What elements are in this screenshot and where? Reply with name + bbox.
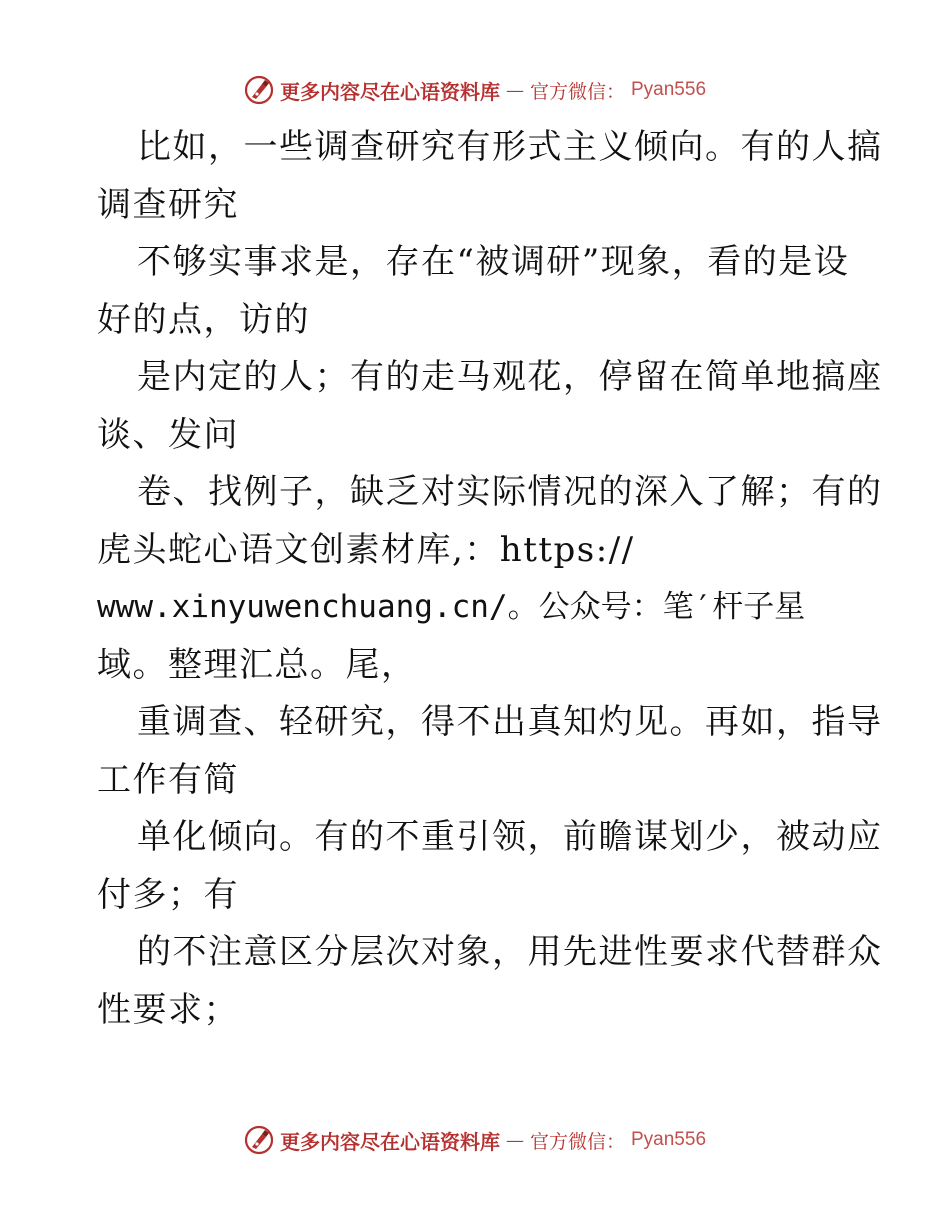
body-line: 虎头蛇心语文创素材库,：https://: [97, 529, 635, 570]
body-line: 调查研究: [97, 184, 239, 225]
body-line: 工作有简: [97, 759, 239, 800]
header-dash: —: [505, 79, 524, 101]
body-line: 卷、找例子，缺乏对实际情况的深入了解；有的: [137, 472, 883, 512]
pen-nib-logo-icon: [244, 1125, 274, 1155]
body-line: 单化倾向。有的不重引领，前瞻谋划少，被动应: [137, 817, 883, 857]
body-line: 付多；有: [97, 874, 239, 915]
body-line: 是内定的人；有的走马观花，停留在简单地搞座: [137, 357, 883, 397]
body-line: 的不注意区分层次对象，用先进性要求代替群众: [137, 932, 883, 972]
document-body: [97, 119, 883, 1039]
body-line: 谈、发问: [97, 414, 239, 455]
header-wechat-id: Pyan556: [631, 79, 707, 100]
body-line: 比如，一些调查研究有形式主义倾向。有的人搞: [137, 127, 883, 167]
body-line: 性要求；: [97, 989, 239, 1030]
header-site-name: 更多内容尽在心语资料库: [279, 79, 500, 104]
body-line: 重调查、轻研究，得不出真知灼见。再如，指导: [137, 702, 883, 742]
header-wechat-label: 官方微信：: [529, 80, 625, 103]
footer-wechat-id: Pyan556: [631, 1129, 707, 1150]
footer-dash: —: [505, 1129, 524, 1151]
header-banner: [0, 70, 950, 110]
body-line-url: www.xinyuwenchuang.cn/。公众号：笔′杆子星: [97, 589, 806, 625]
body-line: 域。整理汇总。尾，: [97, 644, 417, 685]
footer-banner: [0, 1120, 950, 1160]
body-line: 好的点，访的: [97, 299, 310, 340]
footer-site-name: 更多内容尽在心语资料库: [279, 1129, 500, 1154]
body-line: 不够实事求是，存在“被调研”现象，看的是设: [137, 242, 850, 282]
pen-nib-logo-icon: [244, 75, 274, 105]
footer-wechat-label: 官方微信：: [529, 1130, 625, 1153]
